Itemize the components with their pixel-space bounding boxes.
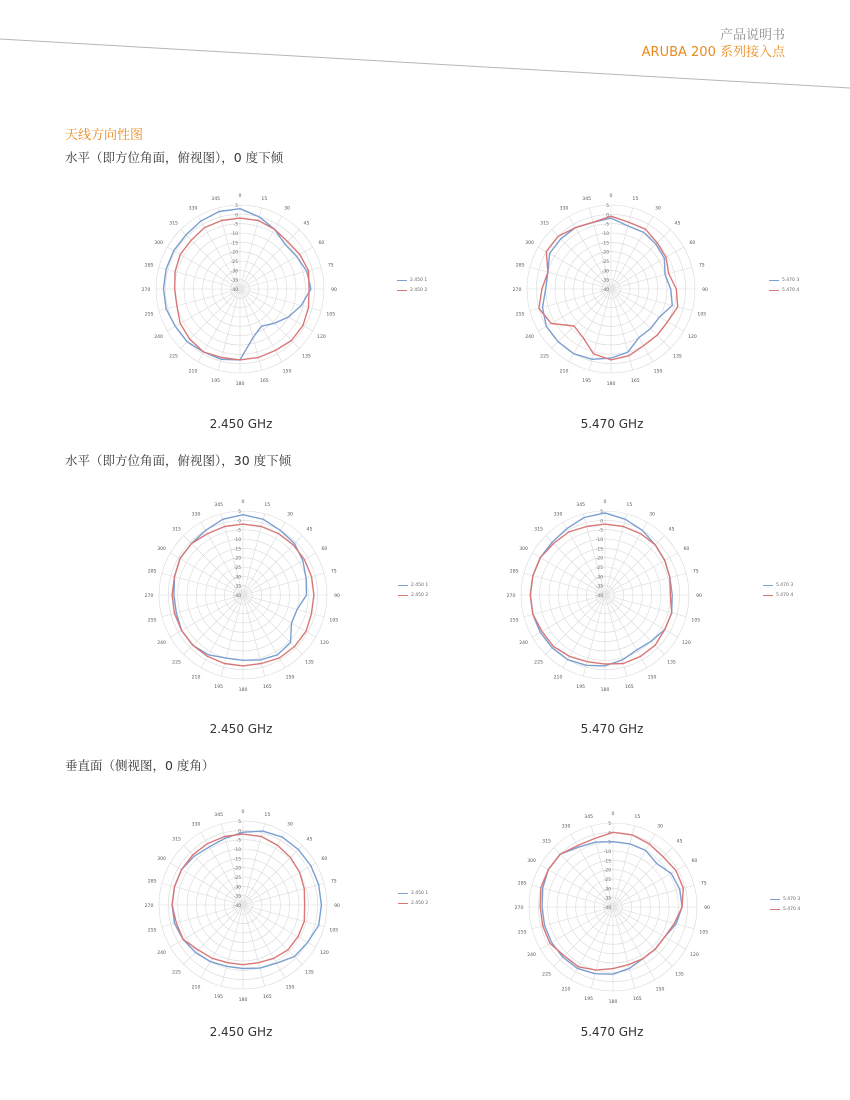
grid-spoke bbox=[605, 573, 686, 595]
angle-tick-label: 120 bbox=[690, 953, 699, 958]
angle-tick-label: 165 bbox=[632, 996, 642, 1002]
radial-tick-label: 5 bbox=[606, 204, 609, 209]
angle-tick-label: 135 bbox=[673, 354, 682, 360]
angle-tick-label: 300 bbox=[525, 241, 534, 246]
radial-tick-label: -20 bbox=[595, 556, 603, 562]
grid-spoke bbox=[546, 595, 605, 654]
angle-tick-label: 165 bbox=[259, 378, 269, 384]
angle-tick-label: 0 bbox=[241, 500, 245, 505]
grid-spoke bbox=[240, 230, 299, 289]
grid-spoke bbox=[613, 907, 672, 966]
angle-tick-label: 195 bbox=[584, 996, 594, 1002]
legend-label: 5.470 3 bbox=[782, 277, 800, 283]
angle-tick-label: 270 bbox=[144, 904, 154, 909]
angle-tick-label: 120 bbox=[317, 335, 326, 340]
angle-tick-label: 225 bbox=[172, 660, 181, 666]
angle-tick-label: 45 bbox=[674, 221, 681, 227]
radial-tick-label: -20 bbox=[233, 556, 241, 562]
angle-tick-label: 105 bbox=[699, 930, 709, 936]
angle-tick-label: 135 bbox=[667, 660, 676, 666]
angle-tick-label: 300 bbox=[527, 859, 536, 864]
chart-legend bbox=[769, 275, 829, 295]
angle-tick-label: 165 bbox=[262, 994, 272, 1000]
angle-tick-label: 330 bbox=[553, 512, 563, 518]
grid-spoke bbox=[524, 573, 605, 595]
angle-tick-label: 0 bbox=[241, 810, 245, 815]
angle-tick-label: 135 bbox=[675, 972, 684, 978]
radial-tick-label: 0 bbox=[608, 831, 611, 837]
angle-tick-label: 30 bbox=[284, 206, 290, 212]
legend-item bbox=[769, 285, 829, 295]
radial-tick-label: -25 bbox=[233, 876, 241, 881]
angle-tick-label: 225 bbox=[534, 660, 543, 666]
radial-tick-label: -15 bbox=[601, 241, 609, 247]
angle-tick-label: 45 bbox=[676, 839, 683, 845]
angle-tick-label: 180 bbox=[238, 998, 248, 1003]
angle-tick-label: 150 bbox=[653, 369, 663, 375]
polar-chart-svg bbox=[506, 184, 716, 394]
legend-label: 5.470 3 bbox=[783, 896, 801, 902]
angle-tick-label: 285 bbox=[147, 879, 157, 885]
angle-tick-label: 60 bbox=[321, 547, 328, 552]
angle-tick-label: 240 bbox=[519, 641, 528, 646]
angle-tick-label: 30 bbox=[287, 512, 293, 518]
angle-tick-label: 330 bbox=[188, 206, 198, 212]
radial-tick-label: -10 bbox=[233, 848, 241, 853]
angle-tick-label: 285 bbox=[144, 263, 154, 269]
radial-tick-label: -15 bbox=[233, 857, 241, 863]
polar-chart-svg bbox=[138, 490, 348, 700]
angle-tick-label: 165 bbox=[262, 684, 272, 690]
angle-tick-label: 315 bbox=[172, 527, 181, 533]
grid-spoke bbox=[613, 907, 694, 929]
angle-tick-label: 0 bbox=[611, 812, 615, 817]
angle-tick-label: 240 bbox=[527, 953, 536, 958]
angle-tick-label: 255 bbox=[509, 618, 519, 624]
angle-tick-label: 0 bbox=[609, 194, 613, 199]
angle-tick-label: 285 bbox=[147, 569, 157, 575]
grid-spoke bbox=[159, 289, 240, 311]
angle-tick-label: 330 bbox=[561, 824, 571, 830]
angle-tick-label: 195 bbox=[211, 378, 221, 384]
angle-tick-label: 60 bbox=[691, 859, 698, 864]
chart-legend bbox=[397, 275, 457, 295]
angle-tick-label: 90 bbox=[334, 594, 340, 599]
grid-spoke bbox=[524, 595, 605, 617]
grid-spoke bbox=[243, 846, 302, 905]
section-title: 天线方向性图 bbox=[65, 128, 144, 143]
angle-tick-label: 315 bbox=[169, 221, 178, 227]
row-label-vertical: 垂直面（侧视图，0 度角） bbox=[65, 758, 215, 773]
angle-tick-label: 60 bbox=[689, 241, 696, 246]
angle-tick-label: 15 bbox=[634, 815, 641, 821]
angle-tick-label: 240 bbox=[525, 335, 534, 340]
chart-legend bbox=[770, 894, 830, 914]
radial-tick-label: -10 bbox=[230, 232, 238, 237]
angle-tick-label: 315 bbox=[542, 839, 551, 845]
radial-tick-label: -30 bbox=[603, 887, 611, 893]
grid-spoke bbox=[552, 289, 611, 348]
radial-tick-label: -5 bbox=[233, 222, 238, 228]
angle-tick-label: 90 bbox=[696, 594, 702, 599]
legend-item bbox=[398, 580, 458, 590]
chart-legend bbox=[763, 580, 823, 600]
angle-tick-label: 75 bbox=[698, 263, 705, 269]
angle-tick-label: 60 bbox=[321, 857, 328, 862]
radial-tick-label: 5 bbox=[608, 822, 611, 827]
radial-tick-label: -5 bbox=[236, 838, 241, 844]
radial-tick-label: -15 bbox=[230, 241, 238, 247]
angle-tick-label: 210 bbox=[553, 675, 563, 681]
angle-tick-label: 180 bbox=[606, 382, 616, 387]
legend-item bbox=[770, 904, 830, 914]
angle-tick-label: 255 bbox=[517, 930, 527, 936]
radial-tick-label: -30 bbox=[595, 575, 603, 581]
legend-item bbox=[770, 894, 830, 904]
radial-tick-label: 0 bbox=[238, 829, 241, 835]
angle-tick-label: 180 bbox=[238, 688, 248, 693]
angle-tick-label: 150 bbox=[285, 985, 295, 991]
angle-tick-label: 105 bbox=[691, 618, 701, 624]
angle-tick-label: 180 bbox=[235, 382, 245, 387]
radial-tick-label: -20 bbox=[601, 250, 609, 256]
radial-tick-label: 0 bbox=[238, 519, 241, 525]
angle-tick-label: 210 bbox=[188, 369, 198, 375]
angle-tick-label: 135 bbox=[302, 354, 311, 360]
radial-tick-label: -25 bbox=[230, 260, 238, 265]
polar-chart-svg bbox=[138, 800, 348, 1010]
legend-label: 2.450 1 bbox=[411, 582, 429, 588]
grid-spoke bbox=[611, 289, 670, 348]
radial-tick-label: -25 bbox=[595, 566, 603, 571]
polar-chart bbox=[506, 184, 716, 394]
angle-tick-label: 240 bbox=[154, 335, 163, 340]
angle-tick-label: 315 bbox=[540, 221, 549, 227]
angle-tick-label: 345 bbox=[214, 813, 224, 819]
angle-tick-label: 225 bbox=[169, 354, 178, 360]
radial-tick-label: 0 bbox=[606, 213, 609, 219]
angle-tick-label: 120 bbox=[688, 335, 697, 340]
angle-tick-label: 150 bbox=[282, 369, 292, 375]
radial-tick-label: -10 bbox=[601, 232, 609, 237]
grid-spoke bbox=[611, 267, 692, 289]
angle-tick-label: 255 bbox=[147, 618, 157, 624]
grid-spoke bbox=[240, 289, 299, 348]
angle-tick-label: 105 bbox=[329, 618, 339, 624]
angle-tick-label: 210 bbox=[191, 675, 201, 681]
angle-tick-label: 150 bbox=[647, 675, 657, 681]
row-label-horizontal-30: 水平（即方位角面，俯视图），30 度下倾 bbox=[65, 453, 292, 468]
angle-tick-label: 210 bbox=[559, 369, 569, 375]
polar-chart-svg bbox=[508, 802, 718, 1012]
angle-tick-label: 60 bbox=[683, 547, 690, 552]
radial-tick-label: -5 bbox=[606, 840, 611, 846]
angle-tick-label: 135 bbox=[305, 660, 314, 666]
angle-tick-label: 45 bbox=[306, 527, 313, 533]
grid-spoke bbox=[611, 289, 692, 311]
angle-tick-label: 30 bbox=[657, 824, 663, 830]
angle-tick-label: 195 bbox=[214, 684, 224, 690]
legend-label: 2.450 2 bbox=[411, 900, 429, 906]
angle-tick-label: 195 bbox=[214, 994, 224, 1000]
legend-label: 5.470 4 bbox=[776, 592, 794, 598]
angle-tick-label: 15 bbox=[626, 503, 633, 509]
angle-tick-label: 255 bbox=[515, 312, 525, 318]
angle-tick-label: 75 bbox=[330, 879, 337, 885]
grid-spoke bbox=[532, 885, 613, 907]
grid-spoke bbox=[530, 267, 611, 289]
angle-tick-label: 195 bbox=[576, 684, 586, 690]
radial-tick-label: -40 bbox=[233, 904, 241, 909]
angle-tick-label: 315 bbox=[534, 527, 543, 533]
angle-tick-label: 345 bbox=[584, 815, 594, 821]
angle-tick-label: 105 bbox=[697, 312, 707, 318]
legend-item bbox=[398, 898, 458, 908]
polar-chart-svg bbox=[135, 184, 345, 394]
angle-tick-label: 15 bbox=[264, 503, 271, 509]
angle-tick-label: 120 bbox=[320, 951, 329, 956]
grid-spoke bbox=[221, 905, 243, 986]
angle-tick-label: 270 bbox=[141, 288, 151, 293]
legend-label: 2.450 2 bbox=[410, 287, 428, 293]
legend-label: 5.470 3 bbox=[776, 582, 794, 588]
angle-tick-label: 150 bbox=[655, 987, 665, 993]
angle-tick-label: 45 bbox=[303, 221, 310, 227]
radial-tick-label: -15 bbox=[595, 547, 603, 553]
angle-tick-label: 300 bbox=[157, 547, 166, 552]
chart-caption: 2.450 GHz bbox=[209, 722, 273, 736]
grid-spoke bbox=[243, 595, 302, 654]
radial-tick-label: -15 bbox=[603, 859, 611, 865]
radial-tick-label: 5 bbox=[600, 510, 603, 515]
polar-chart bbox=[138, 800, 348, 1010]
radial-tick-label: -35 bbox=[233, 584, 241, 590]
angle-tick-label: 45 bbox=[668, 527, 675, 533]
legend-label: 2.450 2 bbox=[411, 592, 429, 598]
angle-tick-label: 240 bbox=[157, 641, 166, 646]
polar-chart-svg bbox=[500, 490, 710, 700]
angle-tick-label: 270 bbox=[512, 288, 522, 293]
angle-tick-label: 15 bbox=[264, 813, 271, 819]
radial-tick-label: -40 bbox=[601, 288, 609, 293]
radial-tick-label: -30 bbox=[601, 269, 609, 275]
chart-caption: 5.470 GHz bbox=[580, 417, 644, 431]
grid-spoke bbox=[613, 826, 635, 907]
grid-spoke bbox=[611, 230, 670, 289]
radial-tick-label: -30 bbox=[230, 269, 238, 275]
row-label-horizontal-0: 水平（即方位角面，俯视图），0 度下倾 bbox=[65, 150, 284, 165]
polar-chart bbox=[508, 802, 718, 1012]
legend-label: 5.470 4 bbox=[782, 287, 800, 293]
chart-legend bbox=[398, 888, 458, 908]
radial-tick-label: 5 bbox=[235, 204, 238, 209]
angle-tick-label: 345 bbox=[576, 503, 586, 509]
radial-tick-label: -25 bbox=[233, 566, 241, 571]
radial-tick-label: 5 bbox=[238, 510, 241, 515]
angle-tick-label: 75 bbox=[692, 569, 699, 575]
angle-tick-label: 120 bbox=[320, 641, 329, 646]
angle-tick-label: 270 bbox=[144, 594, 154, 599]
angle-tick-label: 120 bbox=[682, 641, 691, 646]
document-subtitle: 产品说明书 bbox=[719, 28, 785, 43]
legend-label: 5.470 4 bbox=[783, 906, 801, 912]
angle-tick-label: 345 bbox=[214, 503, 224, 509]
radial-tick-label: -40 bbox=[230, 288, 238, 293]
angle-tick-label: 225 bbox=[540, 354, 549, 360]
grid-spoke bbox=[243, 905, 265, 986]
angle-tick-label: 330 bbox=[191, 822, 201, 828]
angle-tick-label: 180 bbox=[608, 1000, 618, 1005]
angle-tick-label: 225 bbox=[172, 970, 181, 976]
grid-spoke bbox=[243, 905, 302, 964]
radial-tick-label: -20 bbox=[603, 868, 611, 874]
angle-tick-label: 105 bbox=[326, 312, 336, 318]
grid-spoke bbox=[243, 883, 324, 905]
polar-chart bbox=[138, 490, 348, 700]
legend-item bbox=[763, 580, 823, 590]
angle-tick-label: 285 bbox=[509, 569, 519, 575]
angle-tick-label: 45 bbox=[306, 837, 313, 843]
angle-tick-label: 300 bbox=[519, 547, 528, 552]
chart-caption: 5.470 GHz bbox=[580, 1025, 644, 1039]
legend-item bbox=[769, 275, 829, 285]
radial-tick-label: 5 bbox=[238, 820, 241, 825]
grid-spoke bbox=[605, 595, 686, 617]
angle-tick-label: 225 bbox=[542, 972, 551, 978]
document-title: ARUBA 200 系列接入点 bbox=[641, 45, 785, 60]
angle-tick-label: 180 bbox=[600, 688, 610, 693]
radial-tick-label: -30 bbox=[233, 885, 241, 891]
radial-tick-label: -5 bbox=[236, 528, 241, 534]
angle-tick-label: 90 bbox=[331, 288, 337, 293]
angle-tick-label: 345 bbox=[211, 197, 221, 203]
radial-tick-label: -35 bbox=[230, 278, 238, 284]
angle-tick-label: 345 bbox=[582, 197, 592, 203]
angle-tick-label: 15 bbox=[261, 197, 268, 203]
legend-item bbox=[763, 590, 823, 600]
angle-tick-label: 285 bbox=[515, 263, 525, 269]
angle-tick-label: 165 bbox=[624, 684, 634, 690]
radial-tick-label: -40 bbox=[233, 594, 241, 599]
radial-tick-label: -35 bbox=[603, 896, 611, 902]
legend-item bbox=[398, 888, 458, 898]
angle-tick-label: 150 bbox=[285, 675, 295, 681]
angle-tick-label: 255 bbox=[144, 312, 154, 318]
angle-tick-label: 330 bbox=[191, 512, 201, 518]
chart-legend bbox=[398, 580, 458, 600]
angle-tick-label: 210 bbox=[561, 987, 571, 993]
angle-tick-label: 285 bbox=[517, 881, 527, 887]
radial-tick-label: -35 bbox=[233, 894, 241, 900]
angle-tick-label: 90 bbox=[702, 288, 708, 293]
polar-chart bbox=[500, 490, 710, 700]
angle-tick-label: 15 bbox=[632, 197, 639, 203]
legend-item bbox=[397, 275, 457, 285]
grid-spoke bbox=[591, 907, 613, 988]
angle-tick-label: 255 bbox=[147, 928, 157, 934]
angle-tick-label: 30 bbox=[287, 822, 293, 828]
grid-spoke bbox=[184, 905, 243, 964]
angle-tick-label: 0 bbox=[603, 500, 607, 505]
radial-tick-label: -40 bbox=[603, 906, 611, 911]
radial-tick-label: -5 bbox=[598, 528, 603, 534]
angle-tick-label: 300 bbox=[157, 857, 166, 862]
radial-tick-label: 0 bbox=[600, 519, 603, 525]
radial-tick-label: -40 bbox=[595, 594, 603, 599]
radial-tick-label: 0 bbox=[235, 213, 238, 219]
angle-tick-label: 270 bbox=[506, 594, 516, 599]
chart-caption: 2.450 GHz bbox=[209, 417, 273, 431]
legend-item bbox=[397, 285, 457, 295]
radial-tick-label: -20 bbox=[233, 866, 241, 872]
chart-caption: 2.450 GHz bbox=[209, 1025, 273, 1039]
legend-label: 2.450 1 bbox=[410, 277, 428, 283]
angle-tick-label: 90 bbox=[704, 906, 710, 911]
radial-tick-label: -35 bbox=[601, 278, 609, 284]
angle-tick-label: 75 bbox=[700, 881, 707, 887]
legend-label: 2.450 1 bbox=[411, 890, 429, 896]
angle-tick-label: 0 bbox=[238, 194, 242, 199]
angle-tick-label: 30 bbox=[655, 206, 661, 212]
angle-tick-label: 240 bbox=[157, 951, 166, 956]
radial-tick-label: -25 bbox=[603, 878, 611, 883]
radial-tick-label: -35 bbox=[595, 584, 603, 590]
angle-tick-label: 195 bbox=[582, 378, 592, 384]
legend-item bbox=[398, 590, 458, 600]
angle-tick-label: 165 bbox=[630, 378, 640, 384]
grid-spoke bbox=[159, 267, 240, 289]
angle-tick-label: 105 bbox=[329, 928, 339, 934]
grid-spoke bbox=[243, 905, 324, 927]
angle-tick-label: 300 bbox=[154, 241, 163, 246]
radial-tick-label: -10 bbox=[603, 850, 611, 855]
polar-chart bbox=[135, 184, 345, 394]
angle-tick-label: 210 bbox=[191, 985, 201, 991]
angle-tick-label: 135 bbox=[305, 970, 314, 976]
radial-tick-label: -5 bbox=[604, 222, 609, 228]
radial-tick-label: -10 bbox=[595, 538, 603, 543]
radial-tick-label: -25 bbox=[601, 260, 609, 265]
angle-tick-label: 75 bbox=[330, 569, 337, 575]
angle-tick-label: 60 bbox=[318, 241, 325, 246]
angle-tick-label: 330 bbox=[559, 206, 569, 212]
angle-tick-label: 315 bbox=[172, 837, 181, 843]
angle-tick-label: 270 bbox=[514, 906, 524, 911]
radial-tick-label: -20 bbox=[230, 250, 238, 256]
chart-caption: 5.470 GHz bbox=[580, 722, 644, 736]
radial-tick-label: -15 bbox=[233, 547, 241, 553]
radial-tick-label: -10 bbox=[233, 538, 241, 543]
angle-tick-label: 30 bbox=[649, 512, 655, 518]
angle-tick-label: 75 bbox=[327, 263, 334, 269]
radial-tick-label: -30 bbox=[233, 575, 241, 581]
angle-tick-label: 90 bbox=[334, 904, 340, 909]
grid-spoke bbox=[613, 907, 635, 988]
